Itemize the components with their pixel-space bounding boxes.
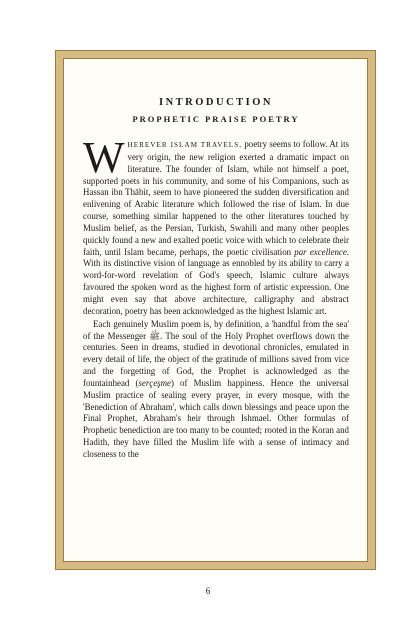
italic-term: serçeşme [138, 377, 171, 388]
paragraph-1-text-end: . With its distinctive vision of language as ennobled by its ability to carry a word-for-word revelation of God's speech, Islamic culture always favoured the spoken word as the highest form of artistic expression. One might even say that above architecture, calligraphy and abstract decoration, poetry has been acknowledged as the highest Islamic art. [83, 246, 350, 316]
page-number: 6 [205, 586, 211, 596]
page-title: INTRODUCTION [158, 97, 273, 108]
page-subtitle: PROPHETIC PRAISE POETRY [132, 114, 300, 124]
drop-cap: W [83, 133, 125, 182]
paragraph-2 [83, 319, 349, 461]
italic-phrase: par excellence [294, 246, 347, 257]
paragraph-2-text: Each genuinely Muslim poem is, by definition, a 'handful from the sea' of the Messenger [83, 318, 349, 341]
honorific-glyph: ﷺ [149, 330, 160, 341]
paragraph-2-text-middle: . The soul of the Holy Prophet overflows down the centuries. Seen in dreams, studied in devotional chronicles, emulated in every detail of life, the object of the gratitude of millions saved from vice and the forgetting of God, the Prophet is acknowledged as the fountainhead ( [83, 330, 349, 388]
paragraph-1 [83, 133, 350, 318]
paragraph-1-text: poetry seems to follow. At its very origin, the new religion exerted a dramatic impact on literature. The founder of Islam, while not himself a poet, supported poets in his community, and some of his Companions, such as Hassan ibn Thābit, seem to have pioneered the sudden diversification and enlivening of Arabic literature which followed the rise of Islam. In due course, something similar happened to the other literatures touched by Muslim belief, as the Persian, Turkish, Swahili and many other peoples quickly found a new and exalted poetic voice with which to celebrate their faith, until Islam became, perhaps, the poetic civilisation [83, 139, 349, 257]
text-block [83, 96, 349, 461]
lead-in-small-caps: HEREVER ISLAM TRAVELS, [127, 141, 242, 149]
paragraph-2-text-end: ) of Muslim happiness. Hence the universal Muslim practice of sealing every prayer, in every mosque, with the 'Benediction of Abraham', which calls down blessings and peace upon the Final Prophet, Abraham's heir through Ishmael. Other formulas of Prophetic benediction are too many to be counted; rooted in the Koran and Hadith, they have filled the Muslim life with a sense of intimacy and closeness to the [83, 377, 349, 459]
